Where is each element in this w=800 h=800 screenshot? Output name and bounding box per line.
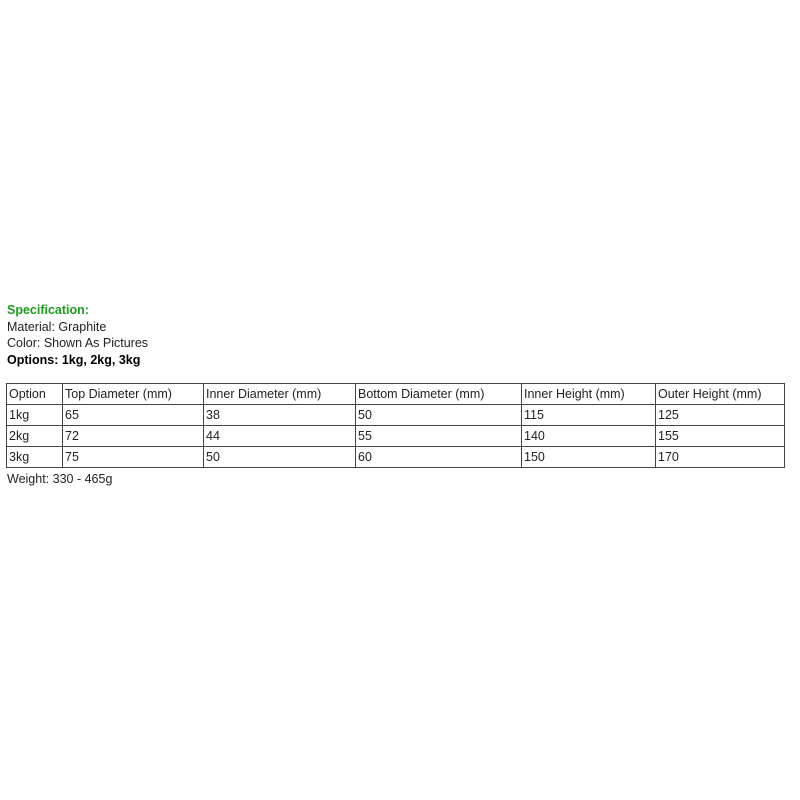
table-cell-option: 2kg — [7, 426, 63, 447]
table-cell-outer-height: 125 — [656, 405, 785, 426]
table-cell-option: 3kg — [7, 447, 63, 468]
table-cell-inner-height: 150 — [522, 447, 656, 468]
table-cell-inner-diameter: 44 — [204, 426, 356, 447]
table-cell-inner-height: 140 — [522, 426, 656, 447]
table-cell-bottom-diameter: 50 — [356, 405, 522, 426]
table-cell-bottom-diameter: 55 — [356, 426, 522, 447]
table-cell-outer-height: 170 — [656, 447, 785, 468]
specification-heading: Specification: — [7, 303, 89, 317]
table-cell-top-diameter: 72 — [63, 426, 204, 447]
specification-table — [6, 383, 785, 468]
table-cell-option: 1kg — [7, 405, 63, 426]
table-cell-top-diameter: 65 — [63, 405, 204, 426]
table-cell-inner-diameter: 38 — [204, 405, 356, 426]
table-cell-inner-height: 115 — [522, 405, 656, 426]
header-option: Option — [7, 384, 63, 405]
header-top-diameter: Top Diameter (mm) — [63, 384, 204, 405]
table-cell-bottom-diameter: 60 — [356, 447, 522, 468]
material-line: Material: Graphite — [7, 319, 107, 334]
table-cell-outer-height: 155 — [656, 426, 785, 447]
specification-block — [7, 302, 793, 368]
table-row — [7, 405, 785, 426]
table-row — [7, 447, 785, 468]
options-line: Options: 1kg, 2kg, 3kg — [7, 352, 141, 367]
header-bottom-diameter: Bottom Diameter (mm) — [356, 384, 522, 405]
header-outer-height: Outer Height (mm) — [656, 384, 785, 405]
header-inner-diameter: Inner Diameter (mm) — [204, 384, 356, 405]
table-cell-top-diameter: 75 — [63, 447, 204, 468]
table-cell-inner-diameter: 50 — [204, 447, 356, 468]
color-line: Color: Shown As Pictures — [7, 336, 149, 350]
table-header-row — [7, 384, 785, 405]
weight-line: Weight: 330 - 465g — [7, 472, 113, 486]
header-inner-height: Inner Height (mm) — [522, 384, 656, 405]
table-row — [7, 426, 785, 447]
